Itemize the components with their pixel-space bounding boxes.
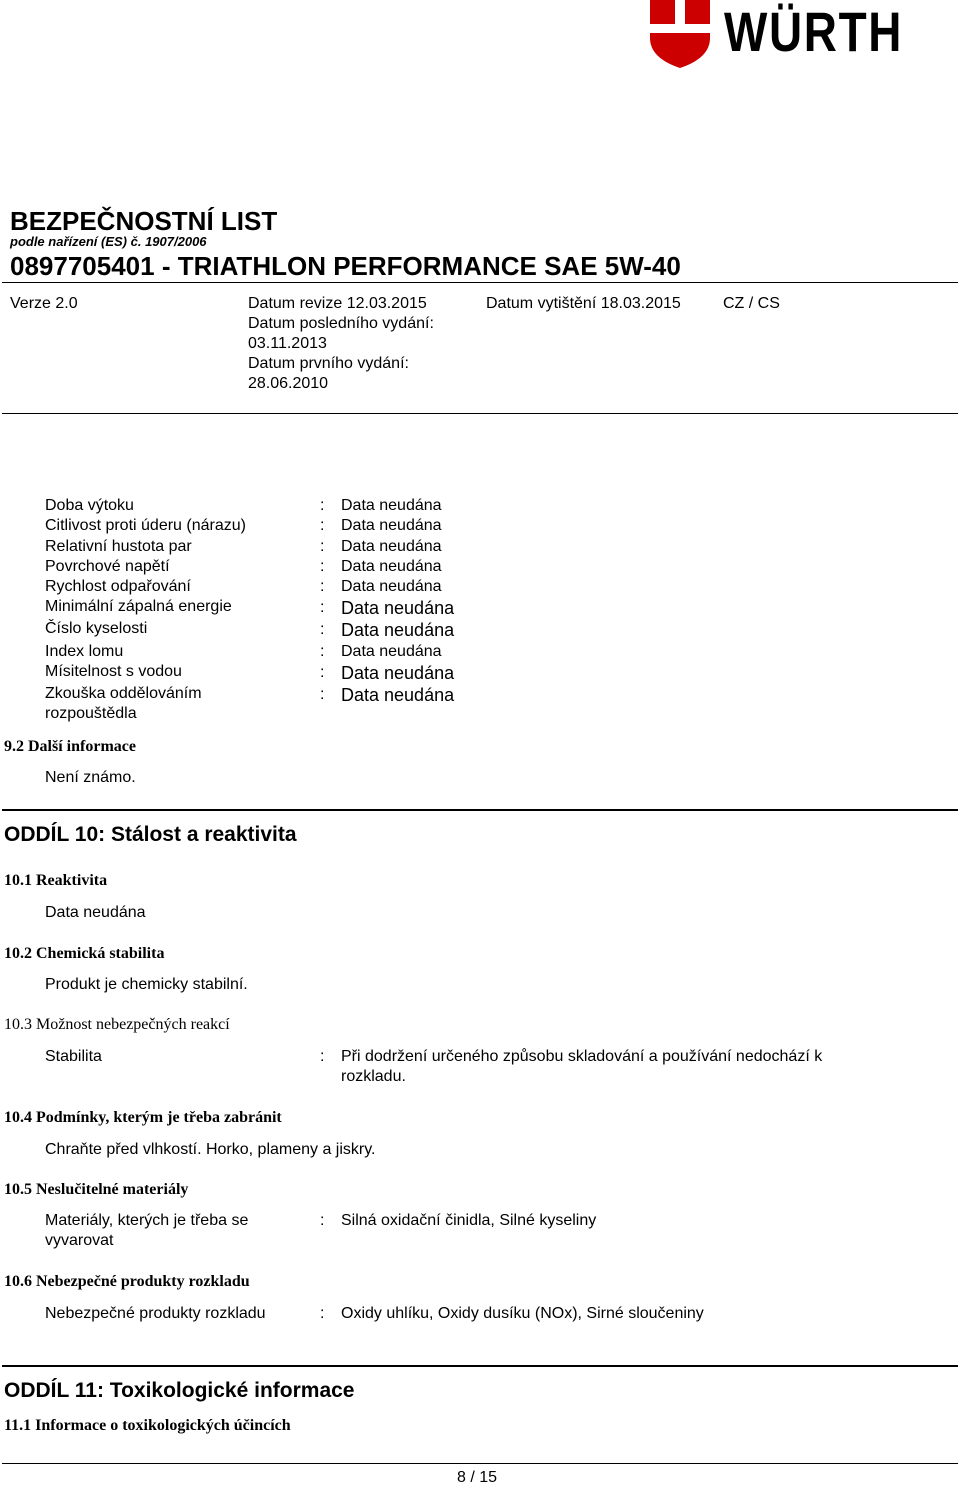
section-10-title: ODDÍL 10: Stálost a reaktivita: [4, 823, 297, 846]
property-label: Index lomu: [45, 643, 124, 660]
subsection-9-2-title: 9.2 Další informace: [4, 738, 136, 755]
property-label: Relativní hustota par: [45, 538, 192, 555]
section-11-rule: [2, 1365, 958, 1367]
version: Verze 2.0: [10, 295, 78, 312]
footer-rule: [2, 1463, 958, 1464]
regulation: podle nařízení (ES) č. 1907/2006: [10, 234, 207, 249]
stability-value: Při dodržení určeného způsobu skladování a používání nedochází k: [341, 1048, 823, 1065]
property-value: Data neudána: [341, 620, 455, 640]
subsection-10-4-title: 10.4 Podmínky, kterým je třeba zabránit: [4, 1109, 282, 1126]
property-colon: :: [320, 599, 325, 616]
locale: CZ / CS: [723, 295, 780, 312]
property-value: Data neudána: [341, 663, 455, 683]
wurth-logo: [648, 0, 960, 70]
decomposition-colon: :: [320, 1305, 325, 1322]
print-date: Datum vytištění 18.03.2015: [486, 295, 681, 312]
property-colon: :: [320, 686, 325, 703]
property-colon: :: [320, 538, 325, 555]
incompatible-value: Silná oxidační činidla, Silné kyseliny: [341, 1212, 597, 1229]
property-value: Data neudána: [341, 685, 455, 705]
subsection-10-1-title: 10.1 Reaktivita: [4, 872, 108, 889]
subsection-10-3-title: 10.3 Možnost nebezpečných reakcí: [4, 1016, 230, 1033]
doc-title: BEZPEČNOSTNÍ LIST: [10, 206, 278, 236]
subsection-10-6-title: 10.6 Nebezpečné produkty rozkladu: [4, 1273, 250, 1290]
section-10-rule: [2, 809, 958, 811]
subsection-11-1-title: 11.1 Informace o toxikologických účincích: [4, 1417, 291, 1434]
subsection-10-2-text: Produkt je chemicky stabilní.: [45, 976, 248, 993]
header-rule-bottom: [2, 413, 958, 414]
subsection-10-4-text: Chraňte před vlhkostí. Horko, plameny a jiskry.: [45, 1141, 376, 1158]
property-value: Data neudána: [341, 497, 442, 514]
property-colon: :: [320, 643, 325, 660]
logo-text: WÜRTH: [724, 0, 904, 63]
property-label: Doba výtoku: [45, 497, 134, 514]
property-colon: :: [320, 558, 325, 575]
property-colon: :: [320, 664, 325, 681]
header-rule-top: [2, 282, 958, 283]
first-issue-date: 28.06.2010: [248, 375, 329, 392]
revision-date: Datum revize 12.03.2015: [248, 295, 427, 312]
incompatible-label: vyvarovat: [45, 1232, 114, 1249]
property-colon: :: [320, 497, 325, 514]
property-value: Data neudána: [341, 598, 455, 618]
property-label: Povrchové napětí: [45, 558, 170, 575]
property-label: rozpouštědla: [45, 705, 137, 722]
section-11-title: ODDÍL 11: Toxikologické informace: [4, 1379, 355, 1402]
property-label: Minimální zápalná energie: [45, 598, 232, 615]
property-value: Data neudána: [341, 578, 442, 595]
property-colon: :: [320, 621, 325, 638]
property-colon: :: [320, 517, 325, 534]
property-value: Data neudána: [341, 643, 442, 660]
product-name: 0897705401 - TRIATHLON PERFORMANCE SAE 5W-40: [10, 251, 681, 281]
stability-colon: :: [320, 1048, 325, 1065]
incompatible-colon: :: [320, 1212, 325, 1229]
first-issue-label: Datum prvního vydání:: [248, 355, 409, 372]
subsection-10-2-title: 10.2 Chemická stabilita: [4, 945, 165, 962]
property-label: Číslo kyselosti: [45, 620, 148, 637]
subsection-9-2-text: Není známo.: [45, 769, 136, 786]
property-colon: :: [320, 578, 325, 595]
incompatible-label: Materiály, kterých je třeba se: [45, 1212, 249, 1229]
property-label: Mísitelnost s vodou: [45, 663, 182, 680]
subsection-10-5-title: 10.5 Neslučitelné materiály: [4, 1181, 189, 1198]
stability-label: Stabilita: [45, 1048, 102, 1065]
last-issue-label: Datum posledního vydání:: [248, 315, 434, 332]
page-number: 8 / 15: [457, 1469, 498, 1486]
property-label: Rychlost odpařování: [45, 578, 191, 595]
stability-value: rozkladu.: [341, 1068, 406, 1085]
property-value: Data neudána: [341, 517, 442, 534]
decomposition-label: Nebezpečné produkty rozkladu: [45, 1305, 266, 1322]
decomposition-value: Oxidy uhlíku, Oxidy dusíku (NOx), Sirné sloučeniny: [341, 1305, 704, 1322]
property-value: Data neudána: [341, 538, 442, 555]
property-label: Citlivost proti úderu (nárazu): [45, 517, 246, 534]
property-value: Data neudána: [341, 558, 442, 575]
subsection-10-1-text: Data neudána: [45, 904, 146, 921]
last-issue-date: 03.11.2013: [248, 335, 327, 352]
property-label: Zkouška oddělováním: [45, 685, 202, 702]
